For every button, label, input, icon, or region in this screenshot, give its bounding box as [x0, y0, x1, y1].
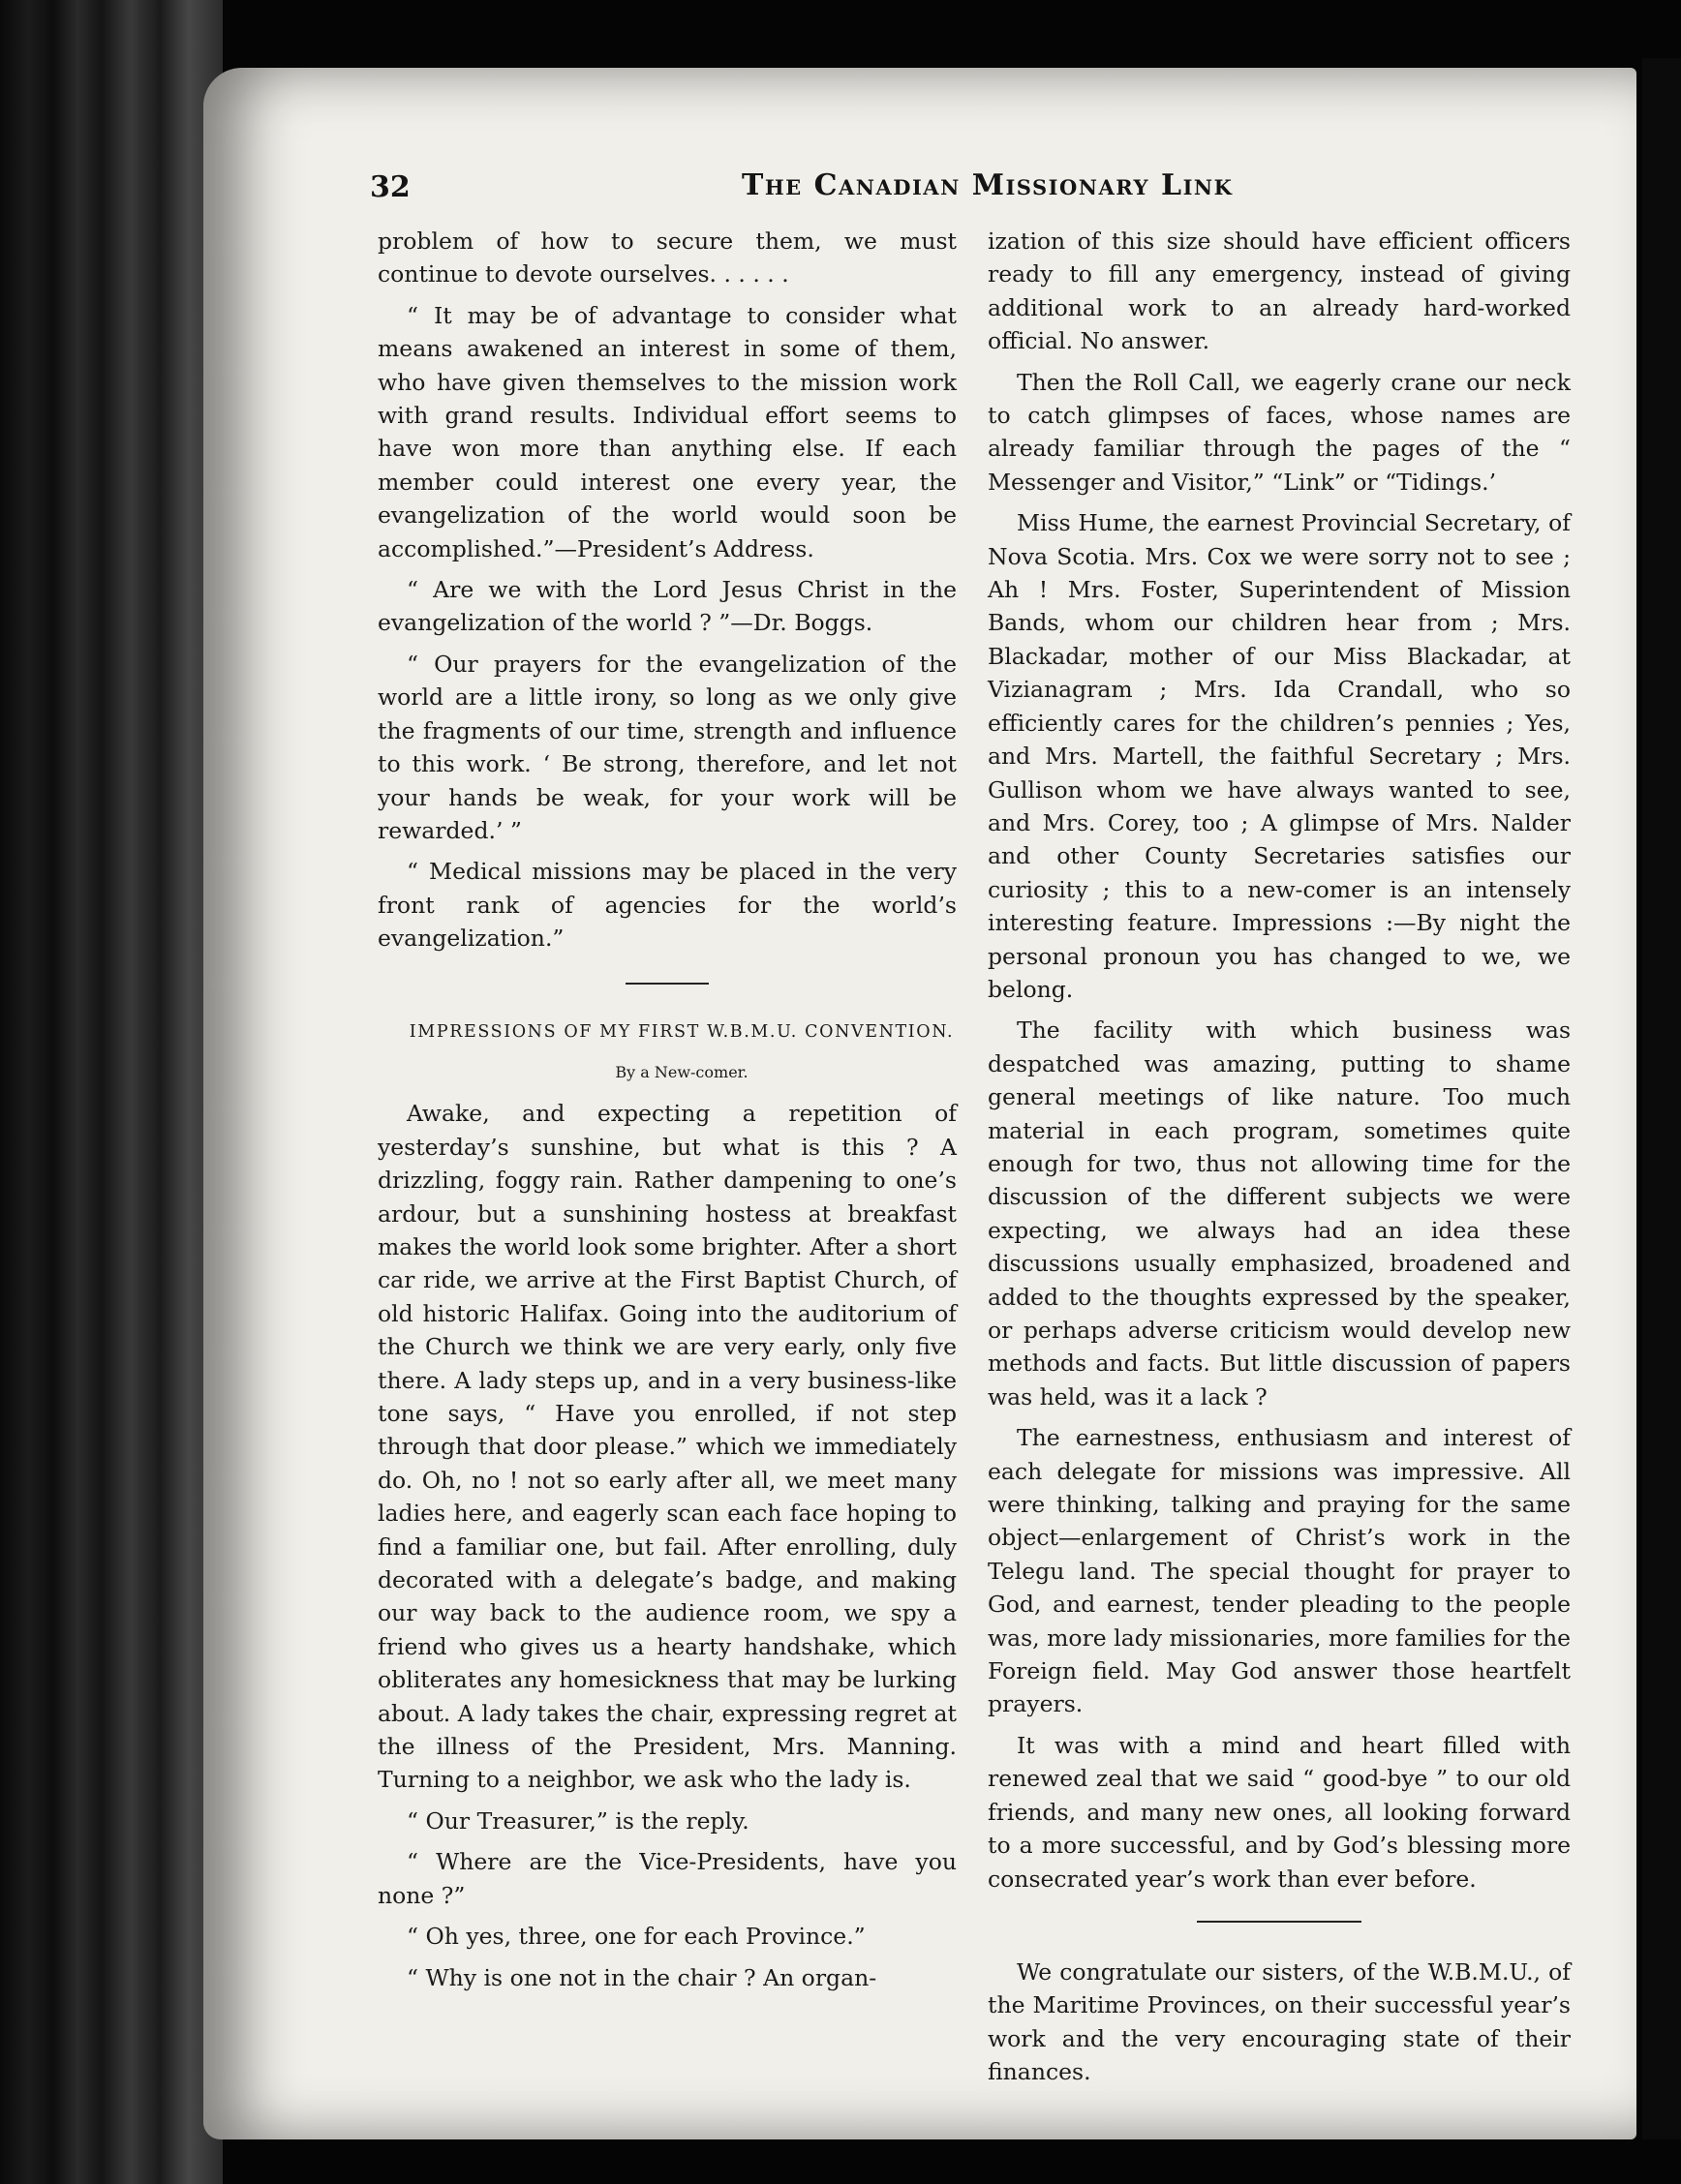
- page-edge: [1642, 58, 1681, 2139]
- article-paragraph: “ Where are the Vice-Presidents, have you none ?”: [378, 1848, 957, 1909]
- left-column: [378, 225, 957, 2002]
- section-divider: [1197, 1921, 1361, 1923]
- book-binding: [0, 0, 223, 2184]
- quote-paragraph: “ Are we with the Lord Jesus Christ in the evangelization of the world ? ”—Dr. Boggs.: [378, 576, 957, 637]
- article-paragraph: Then the Roll Call, we eagerly crane our neck to catch glimpses of faces, whose names are already familiar through the pages of the “ Messenger and Visitor,” “Link” or “Tidings.’: [988, 368, 1571, 496]
- article-paragraph: The facility with which business was despatched was amazing, putting to shame general meetings of like nature. Too much material in each program, sometimes quite enough for two, thus not allowing time for the discussion of the different subjects we were expecting, we always had an idea these discussions usually emphasized, broadened and added to the thoughts expressed by the speaker, or perhaps adverse criticism would develop new methods and facts. But little discussion of papers was held, was it a lack ?: [988, 1016, 1571, 1410]
- article-paragraph: Awake, and expecting a repetition of yesterday’s sunshine, but what is this ? A drizzling, foggy rain. Rather dampening to one’s ardour, but a sunshining hostess at breakfast makes the world look some brighter. After a short car ride, we arrive at the First Baptist Church, of old historic Halifax. Going into the auditorium of the Church we think we are very early, only five there. A lady steps up, and in a very business-like tone says, “ Have you enrolled, if not step through that door please.” which we immediately do. Oh, no ! not so early after all, we meet many ladies here, and eagerly scan each face hoping to find a familiar one, but fail. After enrolling, duly decorated with a delegate’s badge, and making our way back to the audience room, we spy a friend who gives us a hearty handshake, which obliterates any homesickness that may be lurking about. A lady takes the chair, expressing regret at the illness of the President, Mrs. Manning. Turning to a neighbor, we ask who the lady is.: [378, 1100, 957, 1794]
- running-title: The Canadian Missionary Link: [742, 168, 1234, 202]
- byline: By a New-comer.: [615, 1062, 749, 1081]
- page-header: [349, 163, 1607, 204]
- quote-paragraph: “ Our prayers for the evangelization of the world are a little irony, so long as we only give the fragments of our time, strength and influence to this work. ‘ Be strong, therefore, and let not your hands be weak, for your work will be rewarded.’ ”: [378, 650, 957, 844]
- paragraph: problem of how to secure them, we must continue to devote ourselves. . . . . .: [378, 228, 957, 288]
- closing-note: We congratulate our sisters, of the W.B.M.U., of the Maritime Provinces, on their successful year’s work and the very encouraging state of their finances.: [988, 1957, 1571, 2086]
- section-divider: [626, 983, 709, 985]
- article-paragraph: The earnestness, enthusiasm and interest of each delegate for missions was impressive. All were thinking, talking and praying for the same object—enlargement of Christ’s work in the Telegu land. The special thought for prayer to God, and earnest, tender pleading to the people was, more lady missionaries, more families for the Foreign field. May God answer those heartfelt prayers.: [988, 1424, 1571, 1718]
- article-paragraph: ization of this size should have efficient officers ready to fill any emergency, instead of giving additional work to an already hard-worked official. No answer.: [988, 228, 1571, 355]
- quote-paragraph: “ Medical missions may be placed in the very front rank of agencies for the world’s evangelization.”: [378, 858, 957, 953]
- article-paragraph: “ Our Treasurer,” is the reply.: [407, 1806, 749, 1835]
- page-number: 32: [370, 170, 411, 204]
- quote-paragraph: “ It may be of advantage to consider what means awakened an interest in some of them, who have given themselves to the mission work with grand results. Individual effort seems to have won more than anything else. If each member could interest one every year, the evangelization of the world would soon be accomplished.”—President’s Address.: [378, 301, 957, 562]
- article-paragraph: “ Why is one not in the chair ? An organ-: [407, 1963, 877, 1991]
- section-heading: IMPRESSIONS OF MY FIRST W.B.M.U. CONVENTION.: [409, 1021, 955, 1042]
- article-paragraph: Miss Hume, the earnest Provincial Secretary, of Nova Scotia. Mrs. Cox we were sorry not to see ; Ah ! Mrs. Foster, Superintendent of Mission Bands, whom our children hear from ; Mrs. Blackadar, mother of our Miss Blackadar, at Vizianagram ; Mrs. Ida Crandall, who so efficiently cares for the children’s pennies ; Yes, and Mrs. Martell, the faithful Secretary ; Mrs. Gullison whom we have always wanted to see, and Mrs. Corey, too ; A glimpse of Mrs. Nalder and other County Secretaries satisfies our curiosity ; this to a new-comer is an intensely interesting feature. Impressions :—By night the personal pronoun you has changed to we, we belong.: [988, 509, 1571, 1003]
- article-paragraph: “ Oh yes, three, one for each Province.”: [407, 1923, 866, 1951]
- article-paragraph: It was with a mind and heart filled with renewed zeal that we said “ good-bye ” to our old friends, and many new ones, all looking forward to a more successful, and by God’s blessing more consecrated year’s work than ever before.: [988, 1731, 1571, 1893]
- right-column: [988, 225, 1571, 2097]
